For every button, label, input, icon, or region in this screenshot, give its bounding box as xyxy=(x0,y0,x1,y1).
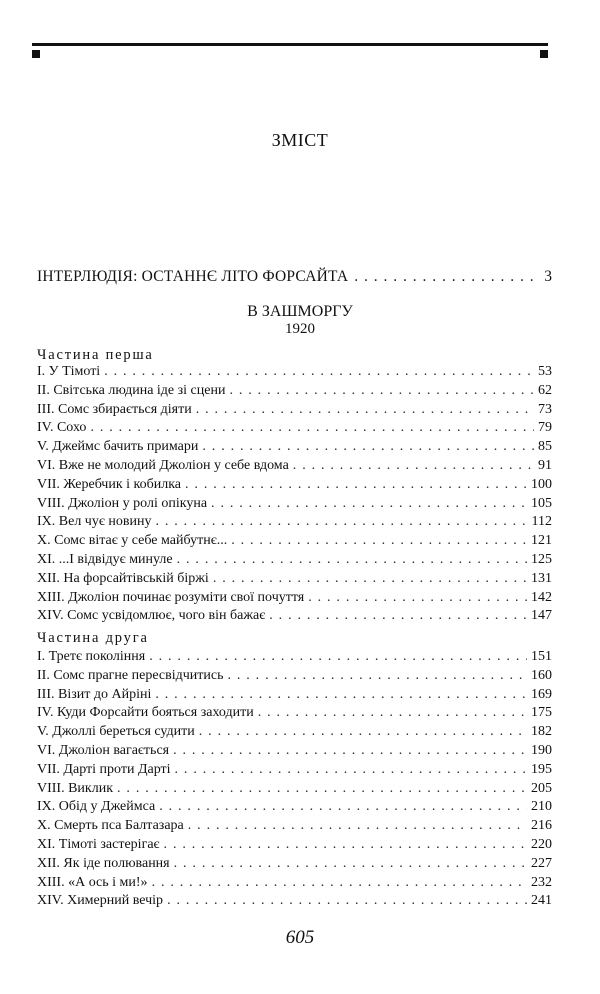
toc-entry-page: 105 xyxy=(531,495,552,511)
toc-entry[interactable] xyxy=(37,818,552,837)
toc-entry-page: 210 xyxy=(531,799,552,815)
toc-entry-page: 147 xyxy=(531,608,552,624)
toc-entry-page: 112 xyxy=(531,514,552,530)
toc-entry[interactable] xyxy=(37,496,552,515)
toc-entry[interactable] xyxy=(37,781,552,800)
toc-entry[interactable] xyxy=(37,724,552,743)
part-one-list xyxy=(37,364,552,627)
toc-entry[interactable] xyxy=(37,420,552,439)
leader-dots xyxy=(258,705,527,721)
part-two-list xyxy=(37,649,552,912)
toc-entry-label: ІІІ. Візит до Айріні xyxy=(37,686,152,702)
leader-dots xyxy=(174,856,527,872)
toc-entry-label: XIII. Джоліон починає розуміти свої почуття xyxy=(37,589,305,605)
toc-entry-page: 121 xyxy=(531,533,552,549)
header-rule xyxy=(32,43,548,46)
toc-entry-page: 175 xyxy=(531,705,552,721)
leader-dots xyxy=(159,799,527,815)
toc-entry[interactable] xyxy=(37,893,552,912)
toc-entry[interactable] xyxy=(37,762,552,781)
toc-entry[interactable] xyxy=(37,402,552,421)
leader-dots xyxy=(213,571,527,587)
toc-entry[interactable] xyxy=(37,608,552,627)
toc-entry-page: 79 xyxy=(538,420,552,436)
page-title: ЗМІСТ xyxy=(271,130,329,150)
toc-entry[interactable] xyxy=(37,552,552,571)
leader-dots xyxy=(293,458,534,474)
leader-dots xyxy=(231,533,527,549)
toc-entry-page: 142 xyxy=(531,589,552,605)
toc-entry-label: IV. Сохо xyxy=(37,420,87,436)
part-two-heading: Частина друга xyxy=(37,630,149,646)
toc-entry-page: 100 xyxy=(531,476,552,492)
leader-dots xyxy=(164,837,527,853)
toc-entry-page: 151 xyxy=(531,649,552,664)
toc-entry-label: IV. Куди Форсайти бояться заходити xyxy=(37,705,254,721)
toc-entry-page: 85 xyxy=(538,439,552,455)
toc-entry-page: 169 xyxy=(531,686,552,702)
toc-entry-page: 190 xyxy=(531,742,552,758)
leader-dots xyxy=(117,781,527,797)
leader-dots xyxy=(211,496,527,512)
page-number: 605 xyxy=(285,927,315,948)
toc-entry-page: 53 xyxy=(538,364,552,379)
leader-dots xyxy=(152,875,527,891)
toc-entry-page: 62 xyxy=(538,382,552,398)
toc-entry-label: ІІІ. Сомс збирається діяти xyxy=(37,401,192,417)
toc-entry-label: VIII. Джоліон у ролі опікуна xyxy=(37,495,208,511)
toc-entry[interactable] xyxy=(37,458,552,477)
leader-dots xyxy=(155,687,527,703)
toc-entry-label: XII. Як іде полювання xyxy=(37,855,170,871)
toc-entry-label: V. Джеймс бачить примари xyxy=(37,439,199,455)
toc-entry-page: 131 xyxy=(531,570,552,586)
toc-entry[interactable] xyxy=(37,649,552,668)
interlude-label: ІНТЕРЛЮДІЯ: ОСТАННЄ ЛІТО ФОРСАЙТА xyxy=(37,268,349,285)
toc-entry-page: 195 xyxy=(531,761,552,777)
leader-dots xyxy=(199,724,527,740)
toc-entry-label: VII. Дарті проти Дарті xyxy=(37,761,171,777)
leader-dots xyxy=(175,762,527,778)
toc-entry[interactable] xyxy=(37,514,552,533)
toc-entry-label: ІІ. Сомс прагне пересвідчитись xyxy=(37,667,224,683)
toc-entry-label: І. У Тімоті xyxy=(37,364,101,379)
leader-dots xyxy=(155,514,527,530)
toc-entry[interactable] xyxy=(37,687,552,706)
leader-dots xyxy=(229,383,534,399)
toc-entry-page: 182 xyxy=(531,724,552,740)
toc-entry-label: ІІ. Світська людина іде зі сцени xyxy=(37,382,226,398)
toc-entry-page: 125 xyxy=(531,551,552,567)
toc-entry[interactable] xyxy=(37,743,552,762)
toc-entry-page: 227 xyxy=(531,855,552,871)
toc-entry-page: 205 xyxy=(531,780,552,796)
leader-dots xyxy=(269,608,527,624)
toc-entry-page: 241 xyxy=(531,893,552,909)
toc-entry[interactable] xyxy=(37,439,552,458)
leader-dots xyxy=(167,893,527,909)
interlude-page: 3 xyxy=(544,268,552,285)
toc-entry-page: 160 xyxy=(531,667,552,683)
leader-dots xyxy=(354,268,538,286)
toc-entry[interactable] xyxy=(37,856,552,875)
toc-entry[interactable] xyxy=(37,533,552,552)
interlude-entry[interactable] xyxy=(37,268,552,286)
leader-dots xyxy=(188,818,527,834)
toc-entry[interactable] xyxy=(37,571,552,590)
book-year: 1920 xyxy=(285,321,315,337)
toc-entry-page: 73 xyxy=(538,401,552,417)
toc-entry-label: XI. Тімоті застерігає xyxy=(37,836,160,852)
toc-entry[interactable] xyxy=(37,875,552,894)
toc-entry[interactable] xyxy=(37,364,552,383)
toc-entry-label: XIII. «А ось і ми!» xyxy=(37,874,148,890)
leader-dots xyxy=(177,552,527,568)
toc-entry-label: XII. На форсайтівській біржі xyxy=(37,570,209,586)
toc-entry-page: 220 xyxy=(531,836,552,852)
toc-entry-label: IX. Вел чує новину xyxy=(37,514,152,530)
toc-entry-label: V. Джоллі береться судити xyxy=(37,724,195,740)
toc-entry-label: IX. Обід у Джеймса xyxy=(37,799,156,815)
toc-entry[interactable] xyxy=(37,477,552,496)
toc-entry-label: X. Смерть пса Балтазара xyxy=(37,818,184,834)
header-square-right xyxy=(540,50,548,58)
toc-entry-page: 91 xyxy=(538,457,552,473)
toc-entry-label: XIV. Химерний вечір xyxy=(37,893,164,909)
toc-entry-page: 232 xyxy=(531,874,552,890)
toc-entry[interactable] xyxy=(37,590,552,609)
leader-dots xyxy=(308,590,527,606)
toc-entry-label: VI. Вже не молодий Джоліон у себе вдома xyxy=(37,457,289,473)
leader-dots xyxy=(202,439,534,455)
leader-dots xyxy=(90,420,534,436)
toc-entry-label: VI. Джоліон вагається xyxy=(37,742,170,758)
leader-dots xyxy=(173,743,527,759)
leader-dots xyxy=(196,402,534,418)
toc-entry[interactable] xyxy=(37,668,552,687)
book-title: В ЗАШМОРГУ xyxy=(247,303,353,320)
header-square-left xyxy=(32,50,40,58)
toc-entry-label: XIV. Сомс усвідомлює, чого він бажає xyxy=(37,608,266,624)
leader-dots xyxy=(104,364,534,380)
toc-entry-label: XI. ...І відвідує минуле xyxy=(37,551,173,567)
leader-dots xyxy=(185,477,527,493)
toc-entry-label: VII. Жеребчик і кобилка xyxy=(37,476,182,492)
toc-entry-label: І. Третє покоління xyxy=(37,649,146,664)
toc-entry[interactable] xyxy=(37,383,552,402)
toc-entry[interactable] xyxy=(37,705,552,724)
toc-entry-label: X. Сомс вітає у себе майбутнє... xyxy=(37,533,228,549)
part-one-heading: Частина перша xyxy=(37,347,154,363)
leader-dots xyxy=(149,649,527,665)
toc-entry[interactable] xyxy=(37,837,552,856)
toc-entry-label: VIII. Виклик xyxy=(37,780,114,796)
leader-dots xyxy=(227,668,527,684)
toc-entry-page: 216 xyxy=(531,818,552,834)
toc-entry[interactable] xyxy=(37,799,552,818)
